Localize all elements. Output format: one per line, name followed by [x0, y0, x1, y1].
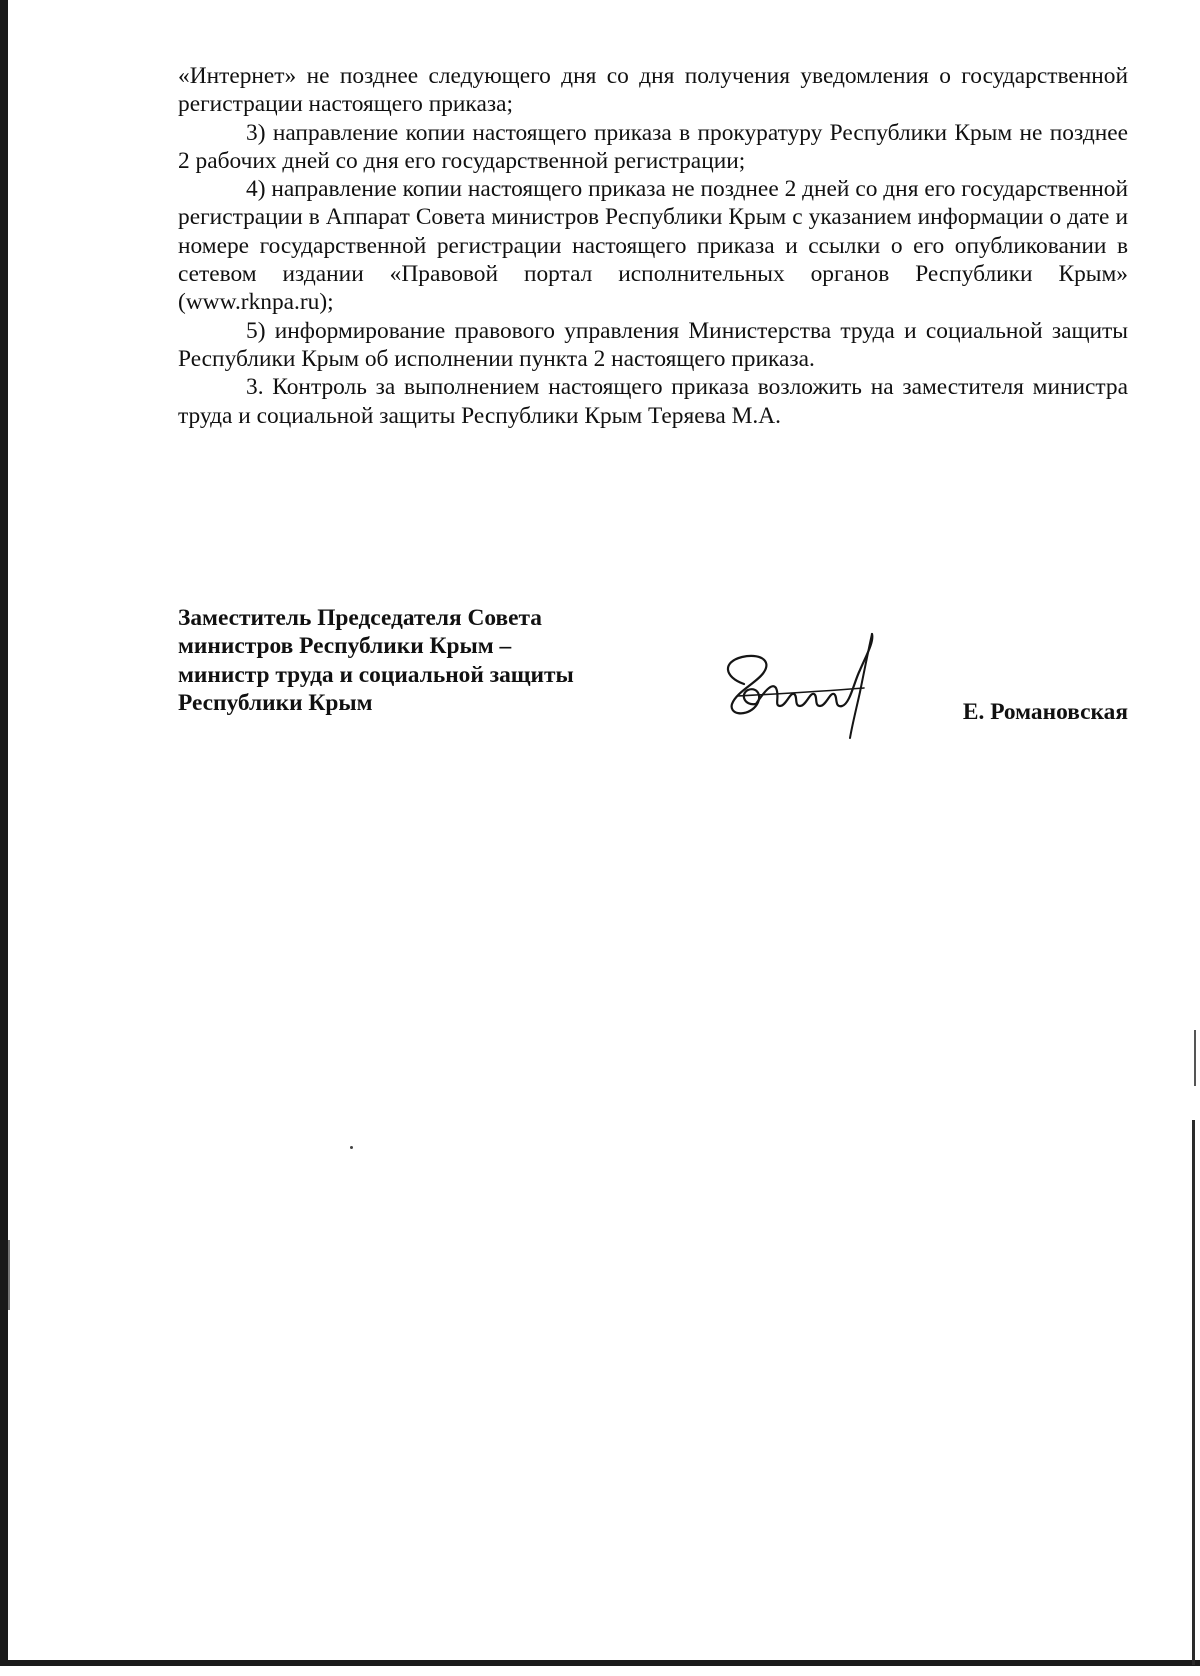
paragraph-continuation: «Интернет» не позднее следующего дня со дня получения уведомления о государственной регистрации настоящего приказа;: [178, 63, 1128, 118]
scan-artifact-left: [8, 1240, 10, 1310]
scan-speck: [350, 1146, 353, 1149]
scan-border-left: [0, 0, 8, 1662]
scan-artifact-right: [1194, 1030, 1196, 1086]
signatory-title-line: Республики Крым: [178, 689, 373, 716]
signature-block: [178, 604, 1138, 754]
scan-border-right: [1192, 1120, 1195, 1665]
paragraph-item-4: 4) направление копии настоящего приказа не позднее 2 дней со дня его государственной регистрации в Аппарат Совета министров Республики Крым с указанием информации о дате и номере государственной регистрации настоящего приказа и ссылки о его опубликовании в сетевом издании «Правовой портал исполнительных органов Республики Крым» (www.rknpa.ru);: [178, 176, 1128, 316]
signatory-title-line: Заместитель Председателя Совета: [178, 605, 542, 631]
paragraph-item-5: 5) информирование правового управления Министерства труда и социальной защиты Республики Крым об исполнении пункта 2 настоящего приказа.: [178, 317, 1128, 372]
signatory-name: Е. Романовская: [962, 699, 1128, 725]
signatory-title: [178, 604, 698, 717]
document-body: [178, 62, 1128, 430]
paragraph-control-clause: 3. Контроль за выполнением настоящего приказа возложить на заместителя министра труда и социальной защиты Республики Крым Теряева М.А.: [178, 374, 1128, 429]
paragraph-item-3: 3) направление копии настоящего приказа в прокуратуру Республики Крым не позднее 2 рабочих дней со дня его государственной регистрации;: [178, 119, 1128, 174]
signatory-title-line: министров Республики Крым –: [178, 633, 512, 660]
handwritten-signature: [714, 622, 894, 742]
scan-border-bottom: [0, 1660, 1200, 1666]
signatory-title-line: министр труда и социальной защиты: [178, 661, 574, 688]
